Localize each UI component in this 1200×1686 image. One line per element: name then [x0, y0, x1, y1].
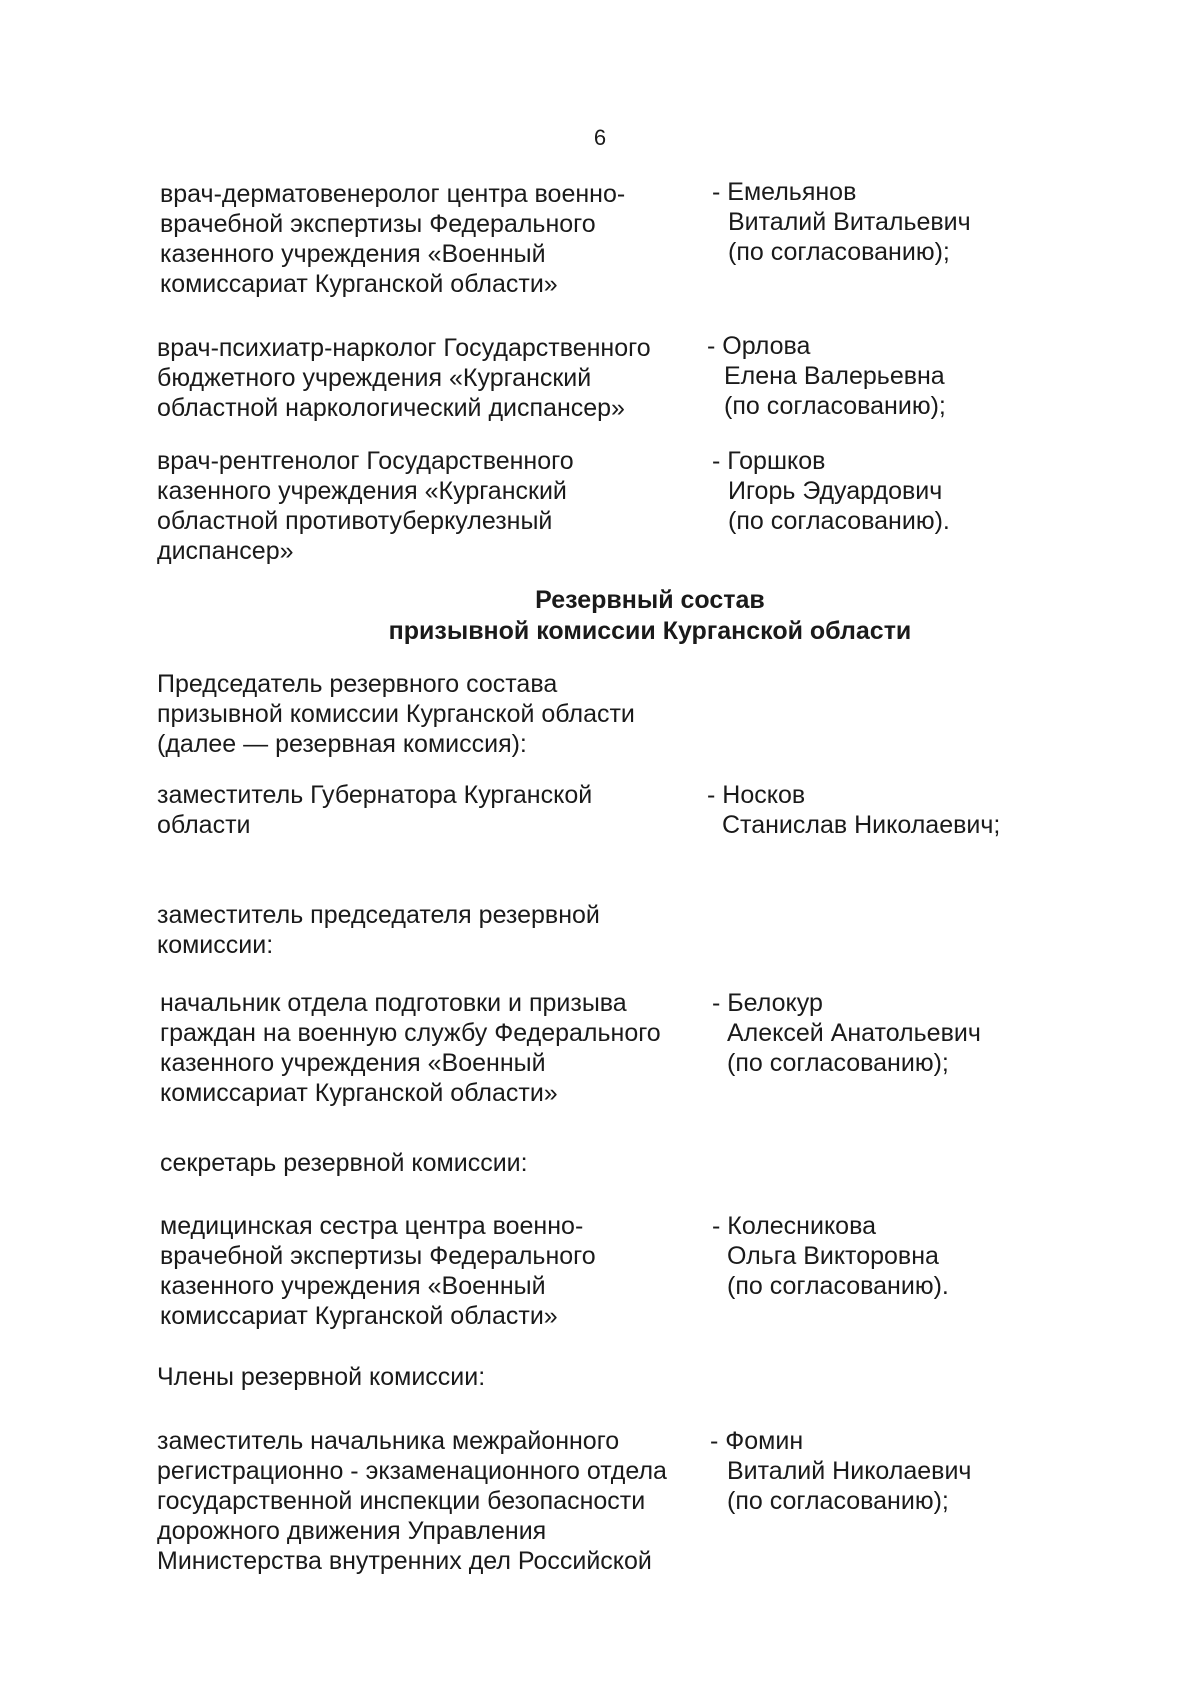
secretary-person-name: Ольга Викторовна: [727, 1242, 939, 1270]
entry-person-note: (по согласованию);: [728, 238, 950, 266]
chairman-person-name: - Носков: [707, 781, 806, 809]
deputy-person-note: (по согласованию);: [727, 1049, 949, 1077]
entry-position-line: бюджетного учреждения «Курганский: [157, 364, 592, 392]
entry-person-name: - Горшков: [712, 447, 826, 475]
entry-person-name: Елена Валерьевна: [724, 362, 945, 390]
entry-position-line: казенного учреждения «Военный: [160, 240, 546, 268]
entry-person-name: Виталий Витальевич: [728, 208, 971, 236]
entry-position-line: врачебной экспертизы Федерального: [160, 210, 596, 238]
section-heading: Резервный состав: [535, 586, 765, 614]
member-position-line: государственной инспекции безопасности: [157, 1487, 646, 1515]
entry-position-line: казенного учреждения «Курганский: [157, 477, 567, 505]
chairman-intro-line: Председатель резервного состава: [157, 670, 558, 698]
entry-position-line: врач-рентгенолог Государственного: [157, 447, 574, 475]
entry-position-line: диспансер»: [157, 537, 294, 565]
deputy-position-line: граждан на военную службу Федерального: [160, 1019, 661, 1047]
entry-person-name: Игорь Эдуардович: [728, 477, 943, 505]
secretary-position-line: медицинская сестра центра военно-: [160, 1212, 584, 1240]
member-position-line: Министерства внутренних дел Российской: [157, 1547, 652, 1575]
chairman-person-name: Станислав Николаевич;: [722, 811, 1001, 839]
entry-person-name: - Орлова: [707, 332, 811, 360]
entry-person-note: (по согласованию).: [728, 507, 950, 535]
entry-position-line: областной наркологический диспансер»: [157, 394, 625, 422]
chairman-position-line: заместитель Губернатора Курганской: [157, 781, 593, 809]
secretary-person-note: (по согласованию).: [727, 1272, 949, 1300]
deputy-intro-line: комиссии:: [157, 931, 274, 959]
deputy-intro-line: заместитель председателя резервной: [157, 901, 600, 929]
deputy-person-name: - Белокур: [712, 989, 823, 1017]
member-person-name: - Фомин: [710, 1427, 804, 1455]
chairman-position-line: области: [157, 811, 251, 839]
secretary-intro: секретарь резервной комиссии:: [160, 1149, 528, 1177]
deputy-position-line: начальник отдела подготовки и призыва: [160, 989, 627, 1017]
member-position-line: дорожного движения Управления: [157, 1517, 547, 1545]
secretary-position-line: комиссариат Курганской области»: [160, 1302, 558, 1330]
page-number: 6: [593, 125, 607, 150]
deputy-position-line: казенного учреждения «Военный: [160, 1049, 546, 1077]
section-heading: призывной комиссии Курганской области: [388, 617, 912, 645]
entry-position-line: врач-психиатр-нарколог Государственного: [157, 334, 651, 362]
member-person-note: (по согласованию);: [727, 1487, 949, 1515]
entry-position-line: врач-дерматовенеролог центра военно-: [160, 180, 626, 208]
entry-person-name: - Емельянов: [712, 178, 857, 206]
entry-person-note: (по согласованию);: [724, 392, 946, 420]
member-position-line: заместитель начальника межрайонного: [157, 1427, 620, 1455]
member-position-line: регистрационно - экзаменационного отдела: [157, 1457, 667, 1485]
deputy-person-name: Алексей Анатольевич: [727, 1019, 981, 1047]
member-person-name: Виталий Николаевич: [727, 1457, 972, 1485]
entry-position-line: комиссариат Курганской области»: [160, 270, 558, 298]
secretary-position-line: казенного учреждения «Военный: [160, 1272, 546, 1300]
chairman-intro-line: призывной комиссии Курганской области: [157, 700, 635, 728]
entry-position-line: областной противотуберкулезный: [157, 507, 553, 535]
chairman-intro-line: (далее — резервная комиссия):: [157, 730, 527, 758]
secretary-person-name: - Колесникова: [712, 1212, 876, 1240]
secretary-position-line: врачебной экспертизы Федерального: [160, 1242, 596, 1270]
members-intro: Члены резервной комиссии:: [157, 1363, 486, 1391]
deputy-position-line: комиссариат Курганской области»: [160, 1079, 558, 1107]
